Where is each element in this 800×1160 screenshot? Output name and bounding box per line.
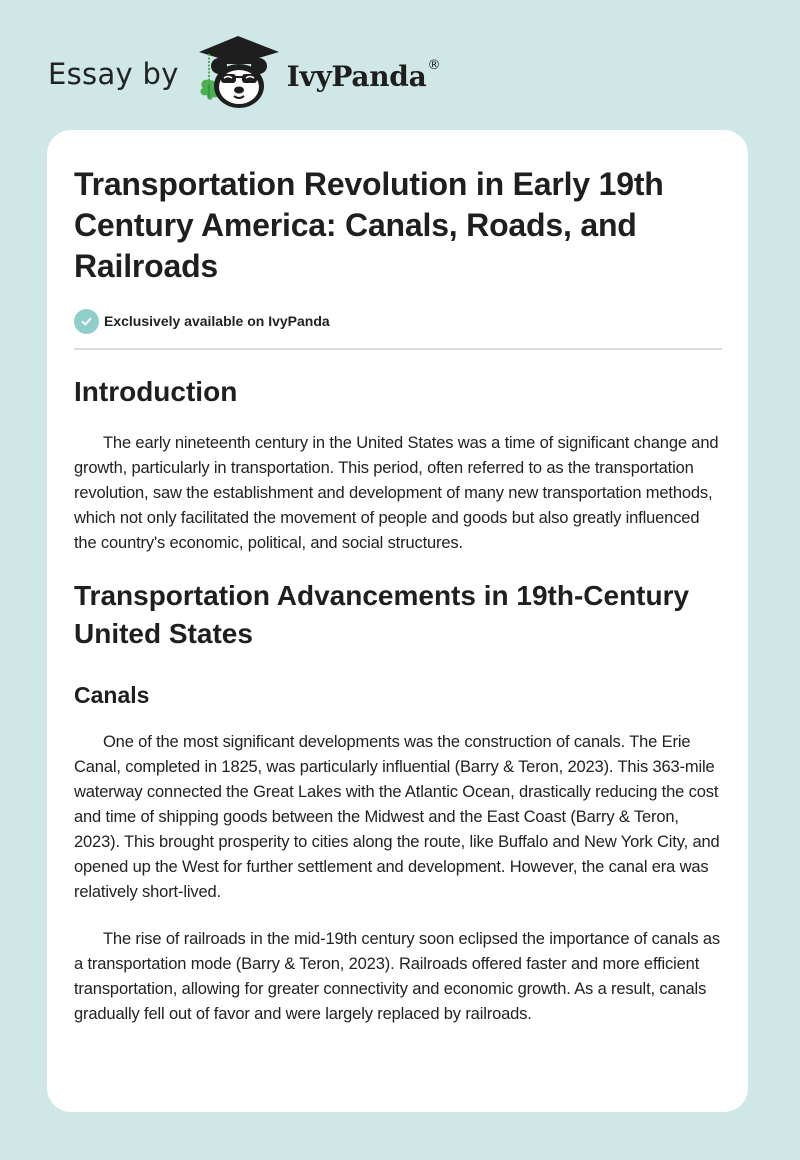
essay-by-label: Essay by [48,57,179,91]
canals-paragraph-1: One of the most significant developments was the construction of canals. The Erie Canal, completed in 1825, was particularly influential (Barry & Teron, 2023). This 363-mile waterway connected the Great Lakes with the Atlantic Ocean, drastically reducing the cost and time of shipping goods between the Midwest and the East Coast (Barry & Teron, 2023). This brought prosperity to cities along the route, like Buffalo and New York City, and opened up the West for further settlement and development. However, the canal era was relatively short-lived. [74,733,720,901]
panda-graduate-icon [195,34,281,110]
check-circle-icon [74,309,99,334]
exclusive-badge [74,308,722,334]
subsection-heading-canals: Canals [74,682,150,708]
introduction-paragraph: The early nineteenth century in the United States was a time of significant change and growth, particularly in transportation. This period, often referred to as the transportation revolution, saw the establishment and development of many new transportation methods, which not only facilitated the movement of people and goods but also greatly influenced the country's economic, political, and social structures. [74,434,719,552]
site-header-brand[interactable] [48,34,440,110]
registered-mark: ® [427,57,441,73]
brand-name: IvyPanda® [286,57,441,93]
section-heading-transportation-advancements: Transportation Advancements in 19th-Century United States [74,580,690,649]
title-divider [74,348,722,350]
essay-card [47,130,748,1112]
canals-paragraph-2: The rise of railroads in the mid-19th century soon eclipsed the importance of canals as a transportation mode (Barry & Teron, 2023). Railroads offered faster and more efficient transportation, allowing for greater connectivity and economic growth. As a result, canals gradually fell out of favor and were largely replaced by railroads. [74,930,721,1023]
essay-title: Transportation Revolution in Early 19th Century America: Canals, Roads, and Railroads [74,166,664,284]
section-heading-introduction: Introduction [74,376,238,407]
exclusive-badge-text: Exclusively available on IvyPanda [104,313,330,329]
